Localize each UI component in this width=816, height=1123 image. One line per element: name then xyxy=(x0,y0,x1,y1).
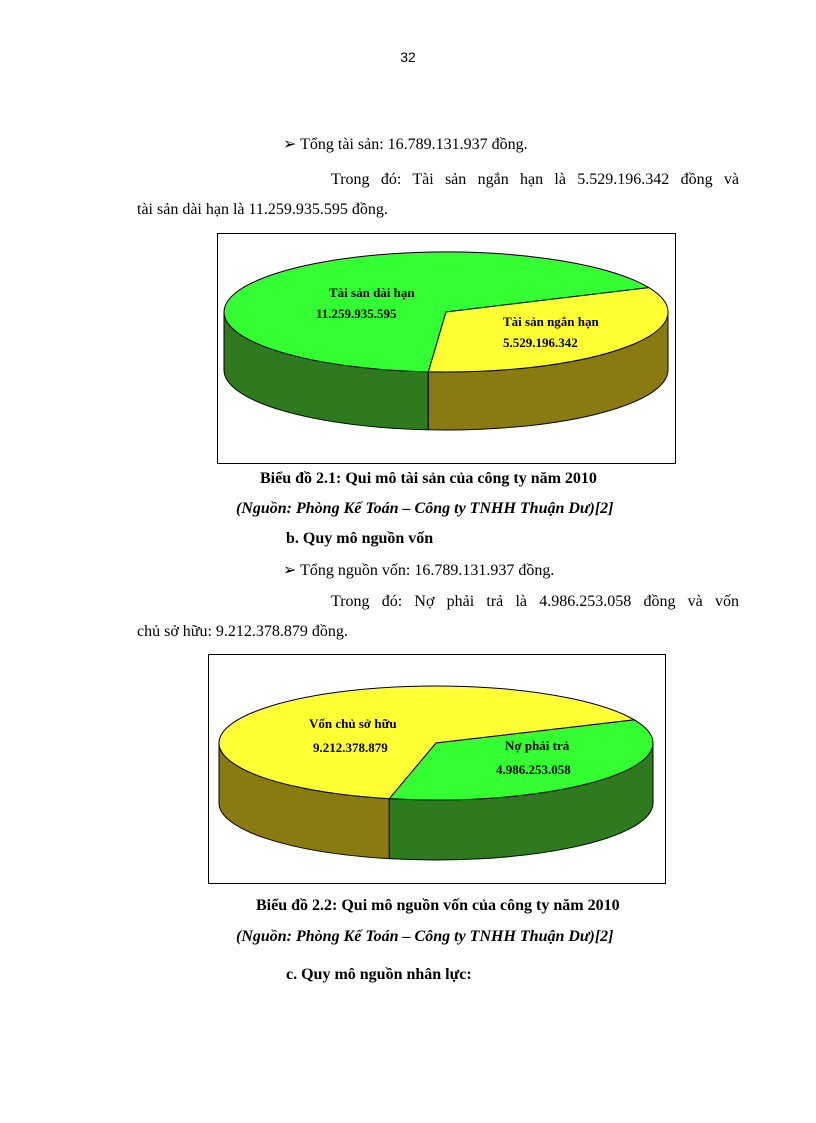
assets-pie-chart xyxy=(217,233,676,464)
assets-detail-line2: tài sản dài hạn là 11.259.935.595 đồng. xyxy=(137,201,388,218)
section-b-heading: b. Quy mô nguồn vốn xyxy=(286,530,434,547)
slice-value-long-term-assets: 11.259.935.595 xyxy=(316,306,397,321)
assets-detail-line1: Trong đó: Tài sản ngắn hạn là 5.529.196.342 đồng và xyxy=(331,171,739,188)
assets-pie-svg xyxy=(218,234,675,463)
slice-value-equity: 9.212.378.879 xyxy=(313,740,388,755)
capital-pie-chart xyxy=(208,654,666,884)
page-number: 32 xyxy=(400,49,416,65)
figure2-source: (Nguồn: Phòng Kế Toán – Công ty TNHH Thuận Dư)[2] xyxy=(236,928,614,945)
slice-label-liabilities: Nợ phải trả xyxy=(505,738,570,753)
figure1-source: (Nguồn: Phòng Kế Toán – Công ty TNHH Thuận Dư)[2] xyxy=(236,500,614,517)
slice-label-short-term-assets: Tài sản ngắn hạn xyxy=(503,314,599,329)
slice-value-liabilities: 4.986.253.058 xyxy=(496,762,571,777)
figure1-caption: Biểu đồ 2.1: Qui mô tài sản của công ty năm 2010 xyxy=(260,470,597,487)
section-c-heading: c. Quy mô nguồn nhân lực: xyxy=(286,966,472,983)
figure2-caption: Biểu đồ 2.2: Qui mô nguồn vốn của công ty năm 2010 xyxy=(256,897,620,914)
capital-detail-line1: Trong đó: Nợ phải trả là 4.986.253.058 đồng và vốn xyxy=(331,593,739,610)
capital-pie-svg xyxy=(209,655,665,883)
total-capital-bullet: ➢ Tổng nguồn vốn: 16.789.131.937 đồng. xyxy=(283,562,555,579)
slice-label-long-term-assets: Tài sản dài hạn xyxy=(329,285,415,300)
total-assets-bullet: ➢ Tổng tài sản: 16.789.131.937 đồng. xyxy=(283,136,528,153)
capital-detail-line2: chủ sở hữu: 9.212.378.879 đồng. xyxy=(137,623,348,640)
slice-value-short-term-assets: 5.529.196.342 xyxy=(503,335,578,350)
slice-label-equity: Vốn chủ sở hữu xyxy=(309,716,397,731)
